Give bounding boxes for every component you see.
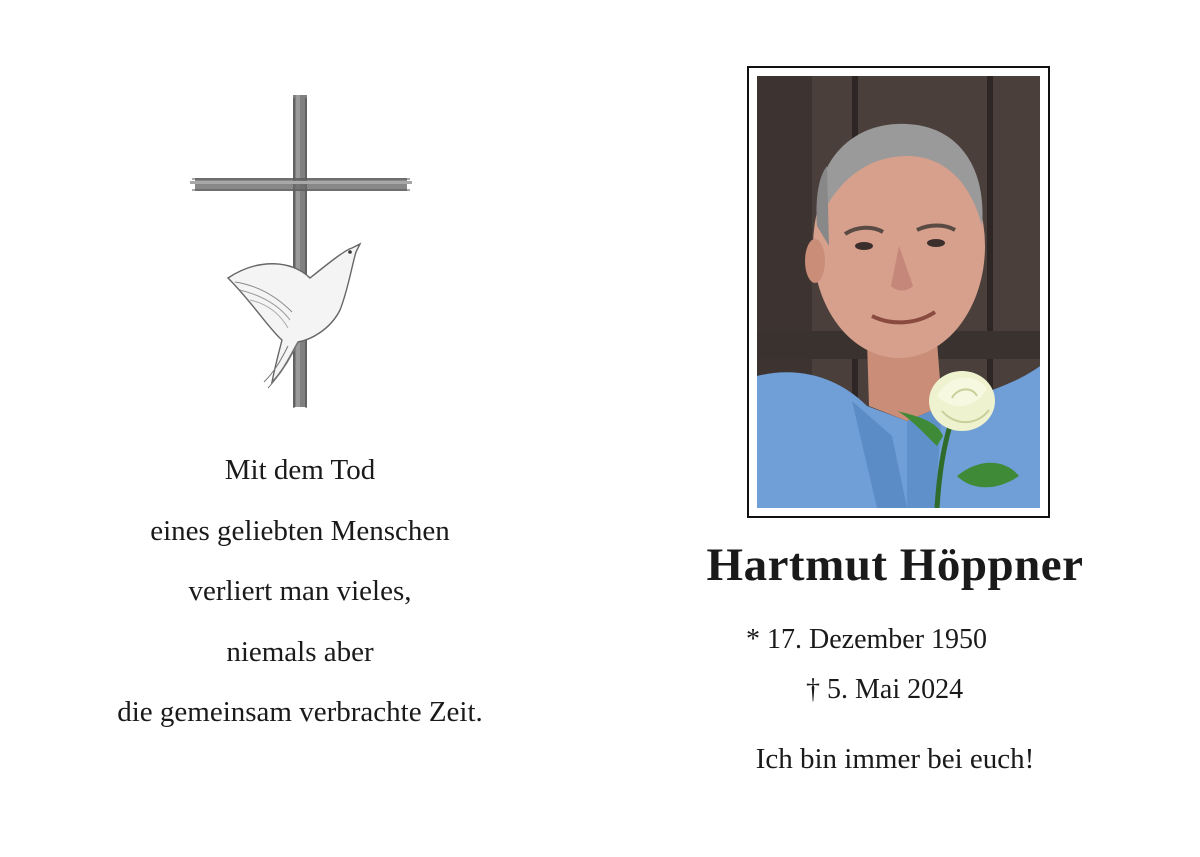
death-date: † 5. Mai 2024 — [806, 674, 964, 705]
cross-dove-icon — [180, 90, 420, 420]
poem-line: Mit dem Tod — [224, 454, 376, 486]
poem-line: niemals aber — [226, 635, 374, 668]
portrait-photo-icon — [757, 76, 1040, 508]
portrait-frame — [747, 66, 1050, 518]
cross-with-dove-illustration — [180, 90, 420, 420]
memorial-poem — [60, 440, 540, 743]
poem-line: eines geliebten Menschen — [150, 514, 450, 547]
rose-icon — [929, 371, 995, 431]
deceased-name: Hartmut Höppner — [706, 539, 1084, 591]
birth-date: * 17. Dezember 1950 — [746, 624, 988, 655]
poem-line: verliert man vieles, — [188, 575, 412, 607]
poem-line: die gemeinsam verbrachte Zeit. — [117, 696, 483, 728]
closing-motto: Ich bin immer bei euch! — [755, 743, 1035, 775]
